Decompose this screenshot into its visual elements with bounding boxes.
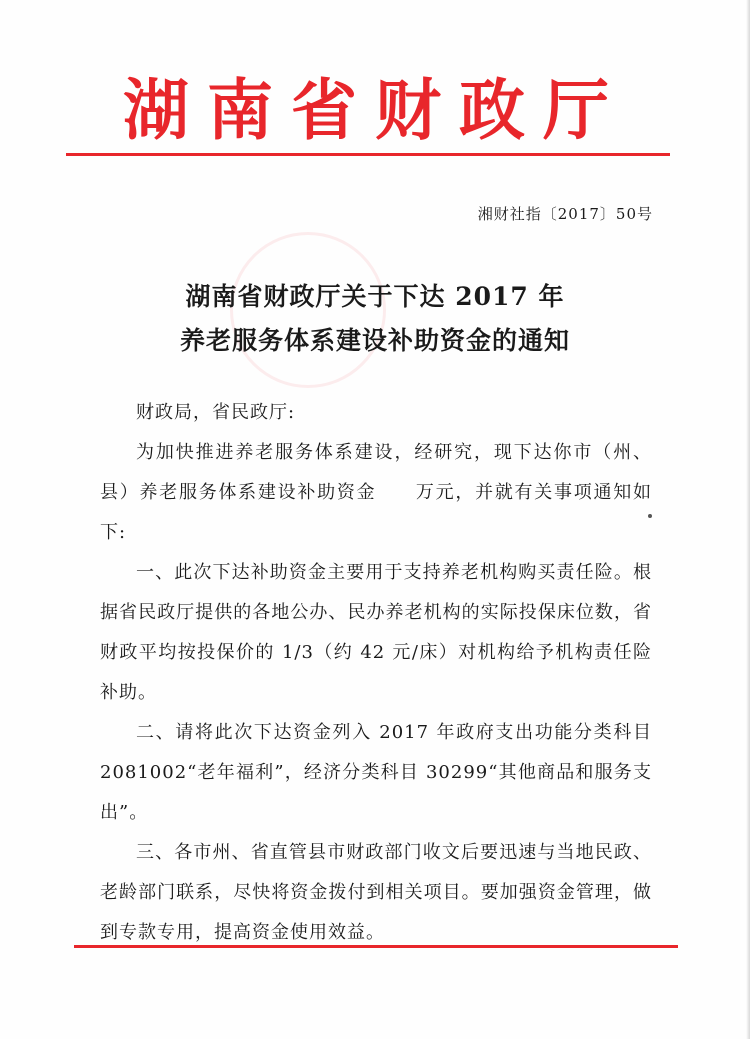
footer-red-rule bbox=[74, 945, 678, 948]
document-number: 湘财社指〔2017〕50号 bbox=[477, 205, 653, 223]
paragraph-intro: 为加快推进养老服务体系建设，经研究，现下达你市（州、县）养老服务体系建设补助资金 万元，并就有关事项通知如下: bbox=[100, 442, 652, 543]
document-title bbox=[0, 275, 750, 363]
scan-edge-shadow bbox=[746, 0, 750, 1039]
title-line-2: 养老服务体系建设补助资金的通知 bbox=[179, 326, 570, 355]
paragraph-item-2: 二、请将此次下达资金列入 2017 年政府支出功能分类科目 2081002“老年福利”，经济分类科目 30299“其他商品和服务支出”。 bbox=[100, 722, 652, 823]
document-body bbox=[100, 393, 652, 953]
title-line-1: 湖南省财政厅关于下达 2017 年 bbox=[185, 282, 565, 311]
scan-speck bbox=[648, 514, 652, 518]
issuer-header: 湖南省财政厅 bbox=[123, 71, 627, 149]
salutation: 财政局，省民政厅: bbox=[136, 402, 296, 423]
header-red-rule bbox=[66, 153, 670, 156]
paragraph-item-3: 三、各市州、省直管县市财政部门收文后要迅速与当地民政、老龄部门联系，尽快将资金拨付到相关项目。要加强资金管理，做到专款专用，提高资金使用效益。 bbox=[100, 842, 652, 943]
paragraph-item-1: 一、此次下达补助资金主要用于支持养老机构购买责任险。根据省民政厅提供的各地公办、民办养老机构的实际投保床位数，省财政平均按投保价的 1/3（约 42 元/床）对机构给予机构责任险补助。 bbox=[100, 562, 652, 703]
